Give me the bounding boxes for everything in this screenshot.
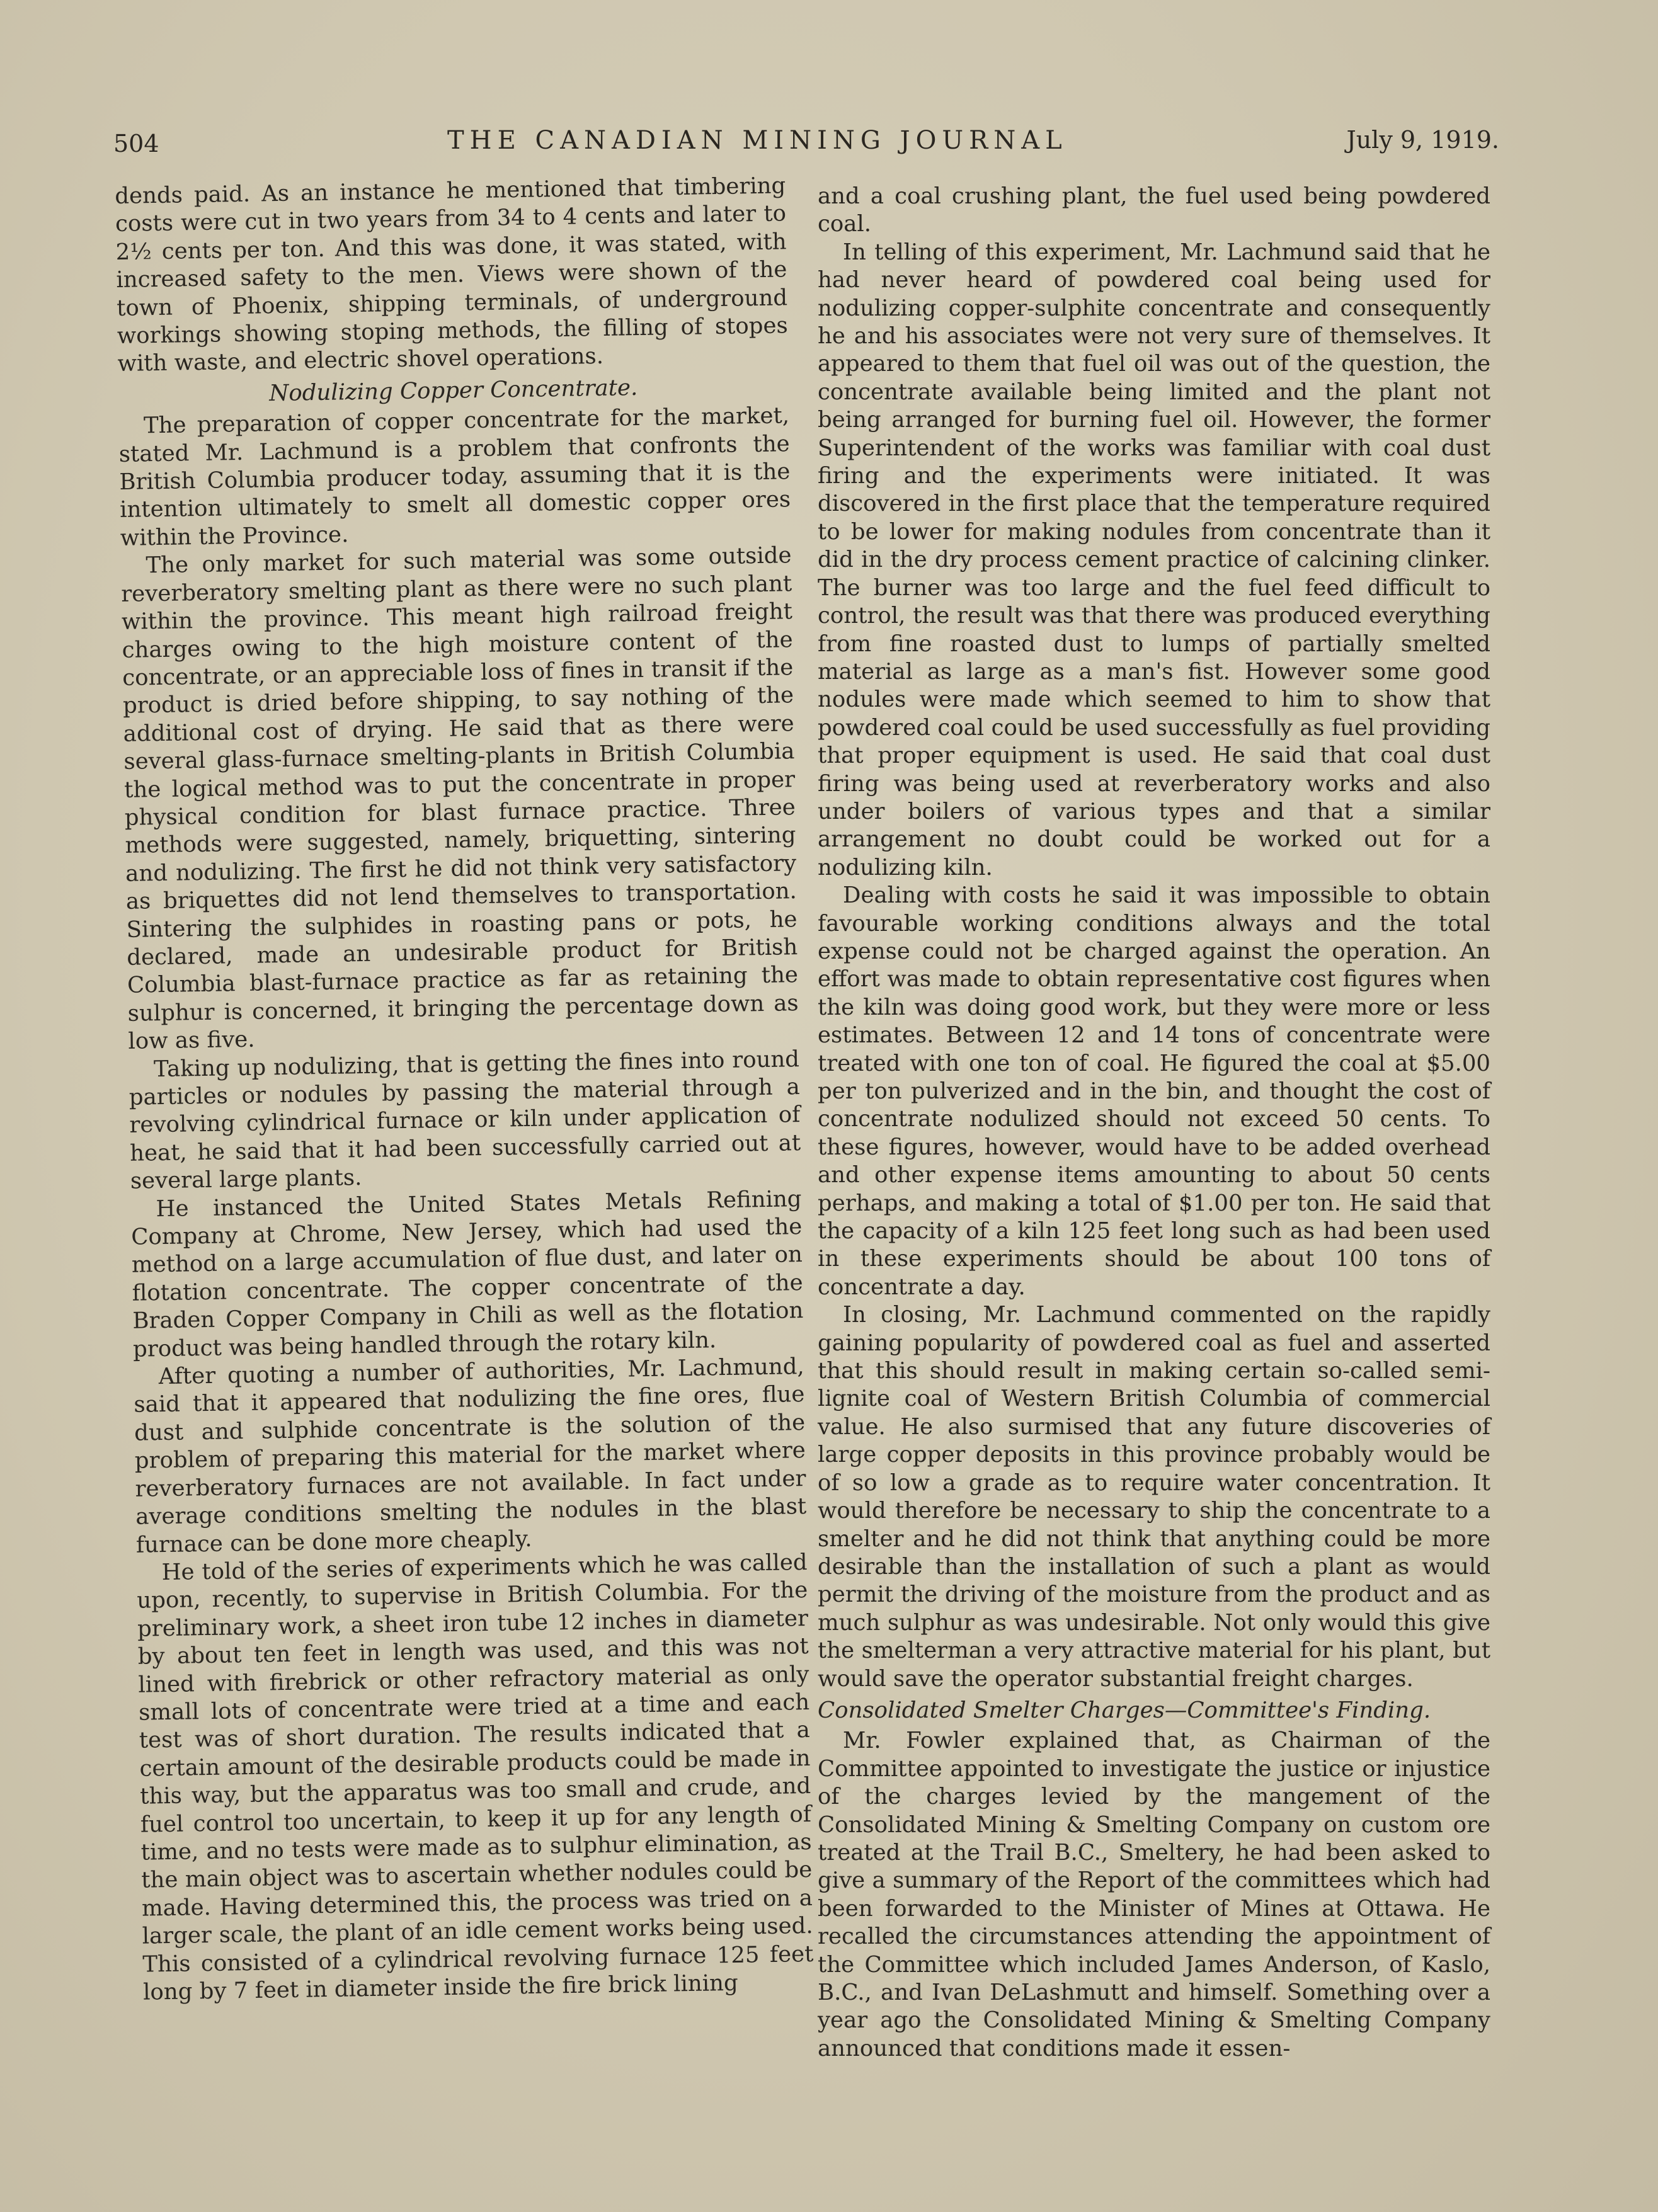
paragraph: dends paid. As an instance he mentioned that timbering costs were cut in two years from 34 to 4 cents and later to 2½ cents per ton. And this was done, it was stated, with increased safety to the men. Views were shown of the town of Phoenix, shipping terminals, of underground workings showing stoping methods, the filling of stopes with waste, and electric shovel operations. <box>115 173 789 377</box>
issue-date: July 9, 1919. <box>1346 126 1499 154</box>
paragraph: Taking up nodulizing, that is getting the fines into round particles or nodules by passing the material through a revolving cylindrical furnace or kiln under application of heat, he said that it had been successfully carried out at several large plants. <box>129 1046 801 1195</box>
paragraph: and a coal crushing plant, the fuel used being powdered coal. <box>818 183 1490 237</box>
paragraph: He instanced the United States Metals Refining Company at Chrome, New Jersey, which had used the method on a large accumulation of flue dust, and later on flotation concentrate. The copper concentrate of the Braden Copper Company in Chili as well as the flotation product was being handled through the rotary kiln. <box>130 1185 804 1362</box>
paragraph: In closing, Mr. Lachmund commented on the rapidly gaining popularity of powdered coal as fuel and asserted that this should result in making certain so-called semi-lignite coal of Western British Columbia of commercial value. He also surmised that any future discoveries of large copper deposits in this province probably would be of so low a grade as to require water concentration. It would therefore be necessary to ship the concentrate to a smelter and he did not think that anything could be more desirable than the installation of such a plant as would permit the driving of the moisture from the product and as much sulphur as was undesirable. Not only would this give the smelterman a very attractive material for his plant, but would save the operator substantial freight charges. <box>818 1302 1490 1692</box>
page-header <box>113 123 1499 164</box>
paragraph: The preparation of copper concentrate for the market, stated Mr. Lachmund is a problem that confronts the British Columbia producer today, assuming that it is the intention ultimately to smelt all domestic copper ores within the Province. <box>118 402 791 551</box>
page-number: 504 <box>113 130 159 157</box>
left-column <box>115 172 814 2007</box>
section-heading: Nodulizing Copper Concentrate. <box>268 374 638 407</box>
paragraph: After quoting a number of authorities, Mr. Lachmund, said that it appeared that nodulizing the fine ores, flue dust and sulphide concentrate is the solution of the problem of preparing this material for the market where reverberatory furnaces are not available. In fact under average conditions smelting the nodules in the blast furnace can be done more cheaply. <box>134 1354 807 1558</box>
paragraph: Mr. Fowler explained that, as Chairman of the Committee appointed to investigate the justice or injustice of the charges levied by the mangement of the Consolidated Mining & Smelting Company on custom ore treated at the Trail B.C., Smeltery, he had been asked to give a summary of the Report of the committees which had been forwarded to the Minister of Mines at Ottawa. He recalled the circumstances attending the appointment of the Committee which included James Anderson, of Kaslo, B.C., and Ivan DeLashmutt and himself. Something over a year ago the Consolidated Mining & Smelting Company announced that conditions made it essen- <box>818 1728 1490 2061</box>
journal-title: THE CANADIAN MINING JOURNAL <box>447 126 1068 155</box>
paragraph: Dealing with costs he said it was impossible to obtain favourable working conditions always and the total expense could not be charged against the operation. An effort was made to obtain representative cost figures when the kiln was doing good work, but they were more or less estimates. Between 12 and 14 tons of concentrate were treated with one ton of coal. He figured the coal at $5.00 per ton pulverized and in the bin, and thought the cost of concentrate nodulized should not exceed 50 cents. To these figures, however, would have to be added overhead and other expense items amounting to about 50 cents perhaps, and making a total of $1.00 per ton. He said that the capacity of a kiln 125 feet long such as had been used in these experiments should be about 100 tons of concentrate a day. <box>818 882 1490 1300</box>
paragraph: He told of the series of experiments which he was called upon, recently, to supervise in British Columbia. For the preliminary work, a sheet iron tube 12 inches in diameter by about ten feet in length was used, and this was not lined with firebrick or other refractory material as only small lots of concentrate were tried at a time and each test was of short duration. The results indicated that a certain amount of the desirable products could be made in this way, but the apparatus was too small and crude, and fuel control too uncertain, to keep it up for any length of time, and no tests were made as to sulphur elimination, as the main object was to ascertain whether nodules could be made. Having determined this, the process was tried on a larger scale, the plant of an idle cement works being used. This consisted of a cylindrical revolving furnace 125 feet long by 7 feet in diameter inside the fire brick lining <box>137 1549 814 2005</box>
paragraph: The only market for such material was some outside reverberatory smelting plant as there were no such plant within the province. This meant high railroad freight charges owing to the high moisture content of the concentrate, or an appreciable loss of fines in transit if the product is dried before shipping, to say nothing of the additional cost of drying. He said that as there were several glass-furnace smelting-plants in British Columbia the logical method was to put the concentrate in proper physical condition for blast furnace practice. Three methods were suggested, namely, briquetting, sintering and nodulizing. The first he did not think very satisfactory as briquettes did not lend themselves to transportation. Sintering the sulphides in roasting pans or pots, he declared, made an undesirable product for British Columbia blast-furnace practice as far as retaining the sulphur is concerned, it bringing the percentage down as low as five. <box>120 542 799 1055</box>
section-heading: Consolidated Smelter Charges—Committee's Finding. <box>818 1697 1431 1723</box>
paragraph: In telling of this experiment, Mr. Lachmund said that he had never heard of powdered coal being used for nodulizing copper-sulphite concentrate and consequently he and his associates were not very sure of themselves. It appeared to them that fuel oil was out of the question, the concentrate available being limited and the plant not being arranged for burning fuel oil. However, the former Superintendent of the works was familiar with coal dust firing and the experiments were initiated. It was discovered in the first place that the temperature required to be lower for making nodules from concentrate than it did in the dry process cement practice of calcining clinker. The burner was too large and the fuel feed difficult to control, the result was that there was produced everything from fine roasted dust to lumps of partially smelted material as large as a man's fist. However some good nodules were made which seemed to him to show that powdered coal could be used successfully as fuel providing that proper equipment is used. He said that coal dust firing was being used at reverberatory works and also under boilers of various types and that a similar arrangement no doubt could be worked out for a nodulizing kiln. <box>818 239 1490 881</box>
right-column <box>818 183 1490 2063</box>
